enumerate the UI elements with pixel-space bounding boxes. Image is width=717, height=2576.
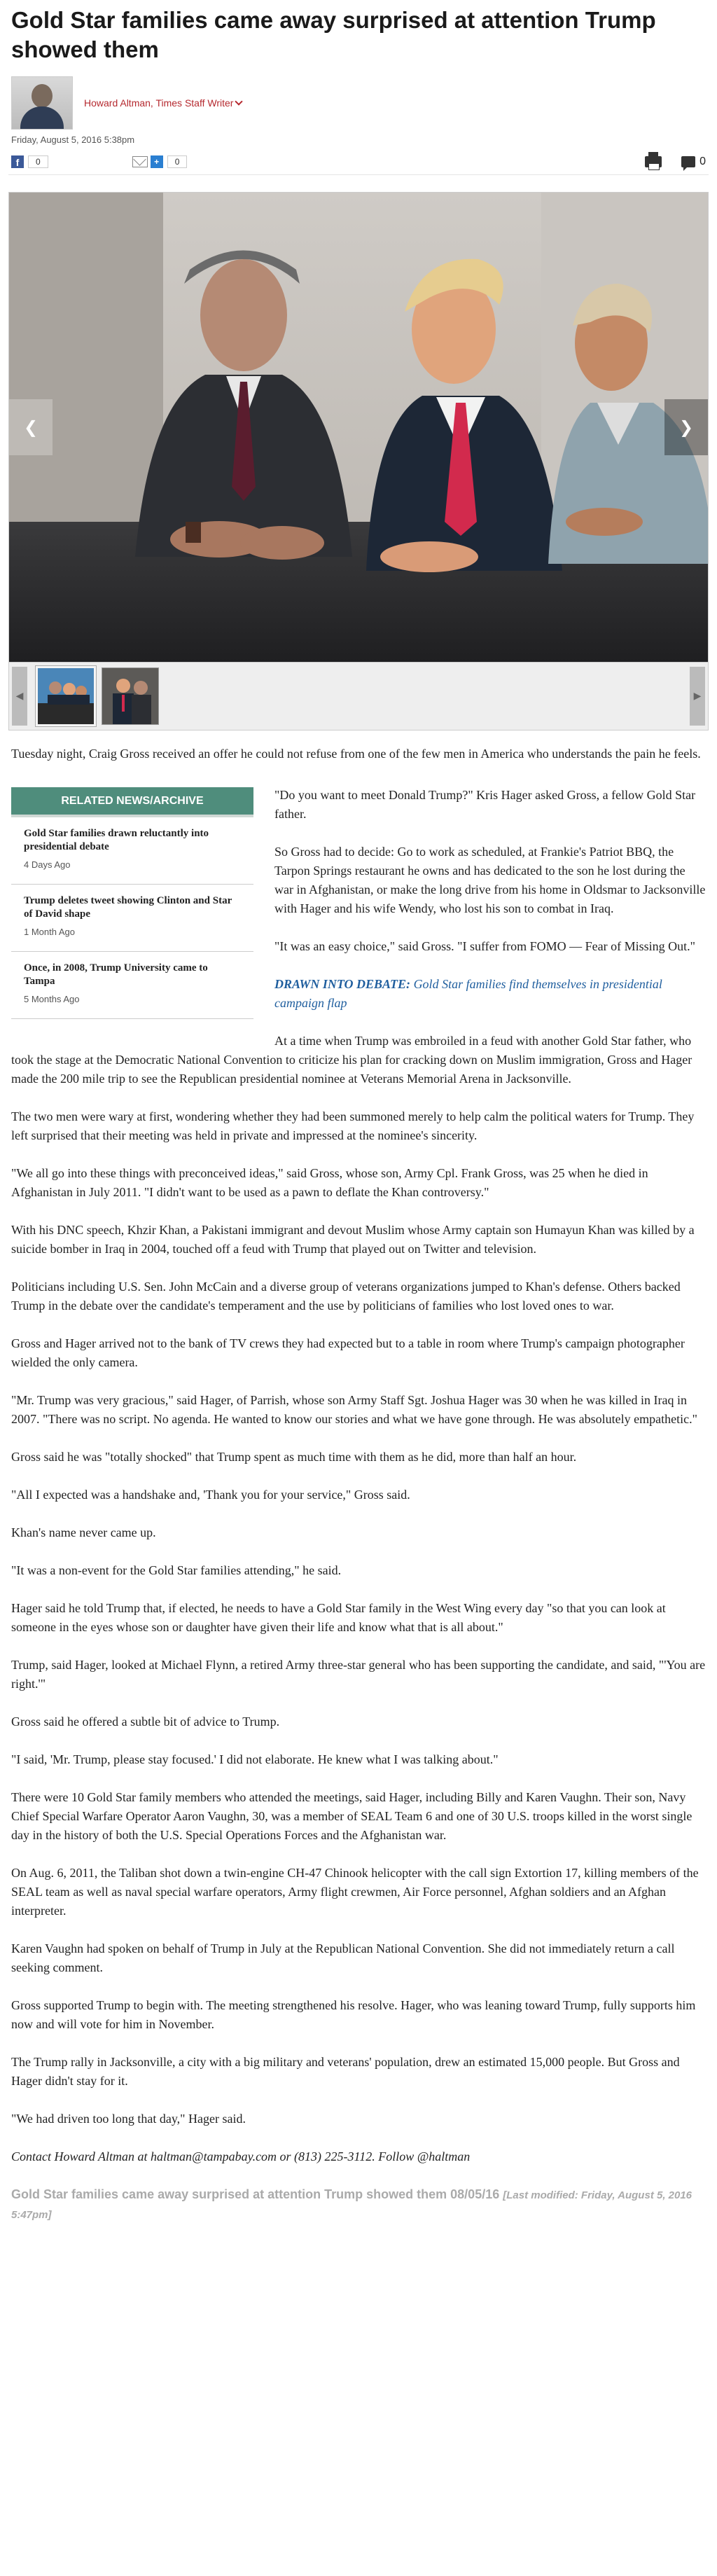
gallery-prev-button[interactable]: [9, 399, 53, 455]
comment-count: 0: [699, 155, 706, 167]
article-paragraph: "We had driven too long that day," Hager said.: [11, 2112, 246, 2126]
article-paragraph: "Mr. Trump was very gracious," said Hager, of Parrish, whose son Army Staff Sgt. Joshua Hager was 30 when he was killed in Iraq in 2007. "There was no script. No agenda. He wanted to know our stories and what we have gone through. He was absolutely empathetic.": [11, 1393, 697, 1426]
article-paragraph: Gross said he was "totally shocked" that Trump spent as much time with them as he did, more than half an hour.: [11, 1450, 577, 1464]
related-news-item[interactable]: [11, 952, 253, 1019]
related-news-item[interactable]: [11, 817, 253, 885]
related-news-age: 4 Days Ago: [24, 859, 71, 870]
facebook-icon[interactable]: f: [11, 155, 24, 168]
chevron-down-icon: [235, 97, 243, 105]
meeting-photo: [9, 193, 708, 662]
author-name: Howard Altman, Times Staff Writer: [84, 97, 234, 109]
chevron-left-icon: ◀: [15, 691, 24, 702]
article-paragraph: So Gross had to decide: Go to work as scheduled, at Frankie's Patriot BBQ, the Tarpon Springs restaurant he owns and has dedicated to the son he lost during the war in Afghanistan, or make the long drive from his home in Oldsmar to Jacksonville with Hager and his wife Wendy, who lost his son to combat in Iraq.: [274, 845, 706, 915]
share-bar: [8, 149, 709, 175]
thumbnail-next-button[interactable]: [690, 667, 705, 726]
article-paragraph: Politicians including U.S. Sen. John McCain and a diverse group of veterans organizations jumped to Khan's defense. Others backed Trump in the debate over the candidate's temperament and the use by politicians of families who lost loved ones to war.: [11, 1280, 681, 1313]
related-news-age: 1 Month Ago: [24, 927, 75, 937]
article-paragraph: On Aug. 6, 2011, the Taliban shot down a twin-engine CH-47 Chinook helicopter with the call sign Extortion 17, killing members of the SEAL team as well as naval special warfare operators, Army flight crewmen, Air Force personnel, Afghan soldiers and an Afghan interpreter.: [11, 1866, 699, 1918]
thumbnail-strip: [9, 662, 708, 730]
publish-date: Friday, August 5, 2016 5:38pm: [11, 134, 135, 145]
article-footer: [11, 2185, 706, 2224]
author-name-link[interactable]: [84, 97, 242, 109]
author-contact: Contact Howard Altman at haltman@tampabay.com or (813) 225-3112. Follow @haltman: [11, 2149, 471, 2163]
article-paragraph: Hager said he told Trump that, if elected, he needs to have a Gold Star family in the West Wing every day "so that you can look at someone in the eyes whose son or daughter have given their life and know what that is all about.": [11, 1601, 666, 1634]
thumbnail-prev-button[interactable]: [12, 667, 27, 726]
share-plus-icon[interactable]: +: [151, 155, 163, 168]
chevron-right-icon: ▶: [693, 691, 702, 702]
related-news-age: 5 Months Ago: [24, 994, 80, 1004]
article-paragraph: Tuesday night, Craig Gross received an offer he could not refuse from one of the few men in America who understands the pain he feels.: [11, 747, 701, 761]
article-paragraph: "Do you want to meet Donald Trump?" Kris Hager asked Gross, a fellow Gold Star father.: [274, 788, 696, 821]
related-news-title[interactable]: Once, in 2008, Trump University came to Tampa: [24, 962, 208, 987]
article-paragraph: "I said, 'Mr. Trump, please stay focused.' I did not elaborate. He knew what I was talking about.": [11, 1752, 499, 1766]
article-body: [8, 745, 709, 2224]
related-story-text: Gold Star families find themselves in presidential campaign flap: [274, 977, 662, 1010]
thumbnail-1[interactable]: [36, 666, 96, 726]
related-news-heading: RELATED NEWS/ARCHIVE: [11, 787, 253, 817]
article-paragraph: Trump, said Hager, looked at Michael Flynn, a retired Army three-star general who has been supporting the candidate, and said, "'You are right.'": [11, 1658, 706, 1691]
thumbnail-2[interactable]: [102, 667, 159, 725]
page: [8, 6, 709, 2224]
footer-headline-date: Gold Star families came away surprised at attention Trump showed them 08/05/16: [11, 2187, 500, 2201]
article-paragraph: "We all go into these things with preconceived ideas," said Gross, whose son, Army Cpl. Frank Gross, was 25 when he died in Afghanistan in July 2011. "I didn't want to be used as a pawn to deflate the Khan controversy.": [11, 1166, 648, 1199]
related-news-item[interactable]: [11, 885, 253, 952]
related-story-label: DRAWN INTO DEBATE:: [274, 977, 411, 991]
last-modified: [Last modified: Friday, August 5, 2016 5:47pm]: [11, 2189, 692, 2221]
article-paragraph: The two men were wary at first, wondering whether they had been summoned merely to help calm the political waters for Trump. They left surprised that their meeting was held in private and impressed at the nominee's sincerity.: [11, 1109, 695, 1142]
article-paragraph: Gross and Hager arrived not to the bank of TV crews they had expected but to a table in room where Trump's campaign photographer wielded the only camera.: [11, 1336, 685, 1369]
related-news-title[interactable]: Trump deletes tweet showing Clinton and Star of David shape: [24, 895, 232, 920]
article-paragraph: "It was an easy choice," said Gross. "I suffer from FOMO — Fear of Missing Out.": [274, 939, 695, 953]
article-paragraph: "All I expected was a handshake and, 'Thank you for your service," Gross said.: [11, 1488, 410, 1502]
article-paragraph: Karen Vaughn had spoken on behalf of Trump in July at the Republican National Convention. She did not immediately return a call seeking comment.: [11, 1941, 675, 1974]
article-paragraph: Gross said he offered a subtle bit of advice to Trump.: [11, 1715, 280, 1729]
page-title: Gold Star families came away surprised at attention Trump showed them: [11, 7, 656, 62]
article-paragraph: Khan's name never came up.: [11, 1525, 156, 1539]
comment-icon[interactable]: [681, 156, 695, 167]
chevron-left-icon: ❮: [23, 417, 39, 437]
byline: [8, 74, 709, 132]
article-paragraph: The Trump rally in Jacksonville, a city with a big military and veterans' population, drew an estimated 15,000 people. But Gross and Hager didn't stay for it.: [11, 2055, 680, 2088]
article-paragraph: Gross supported Trump to begin with. The meeting strengthened his resolve. Hager, who was leaning toward Trump, fully supports him now and will vote for him in November.: [11, 1998, 696, 2031]
article-paragraph: "It was a non-event for the Gold Star families attending," he said.: [11, 1563, 342, 1577]
related-news-title[interactable]: Gold Star families drawn reluctantly into presidential debate: [24, 828, 209, 852]
article-paragraph: There were 10 Gold Star family members who attended the meetings, said Hager, including Billy and Karen Vaughn. Their son, Navy Chief Special Warfare Operator Aaron Vaughn, 30, was a member of SEAL Team 6 and one of 30 U.S. troops killed in the worst single day in the history of both the U.S. Special Operations Forces and the Afghanistan war.: [11, 1790, 692, 1842]
facebook-count: 0: [28, 155, 48, 168]
email-icon[interactable]: [132, 156, 148, 167]
related-news-sidebar: [11, 787, 253, 1019]
author-avatar[interactable]: [11, 76, 73, 130]
email-count: 0: [167, 155, 188, 168]
gallery-next-button[interactable]: [664, 399, 708, 455]
photo-gallery: [8, 192, 709, 730]
article-paragraph: With his DNC speech, Khzir Khan, a Pakistani immigrant and devout Muslim whose Army captain son Humayun Khan was killed by a suicide bomber in Iraq in 2004, touched off a feud with Trump that played out on Twitter and television.: [11, 1223, 695, 1256]
print-icon[interactable]: [645, 156, 662, 167]
chevron-right-icon: ❯: [678, 417, 694, 437]
article-paragraph: At a time when Trump was embroiled in a feud with another Gold Star father, who took the stage at the Democratic National Convention to criticize his plan for cracking down on Muslim immigration, Gross and Hager made the 200 mile trip to see the Republican presidential nominee at Veterans Memorial Arena in Jacksonville.: [11, 1034, 692, 1086]
main-photo: [9, 193, 708, 662]
